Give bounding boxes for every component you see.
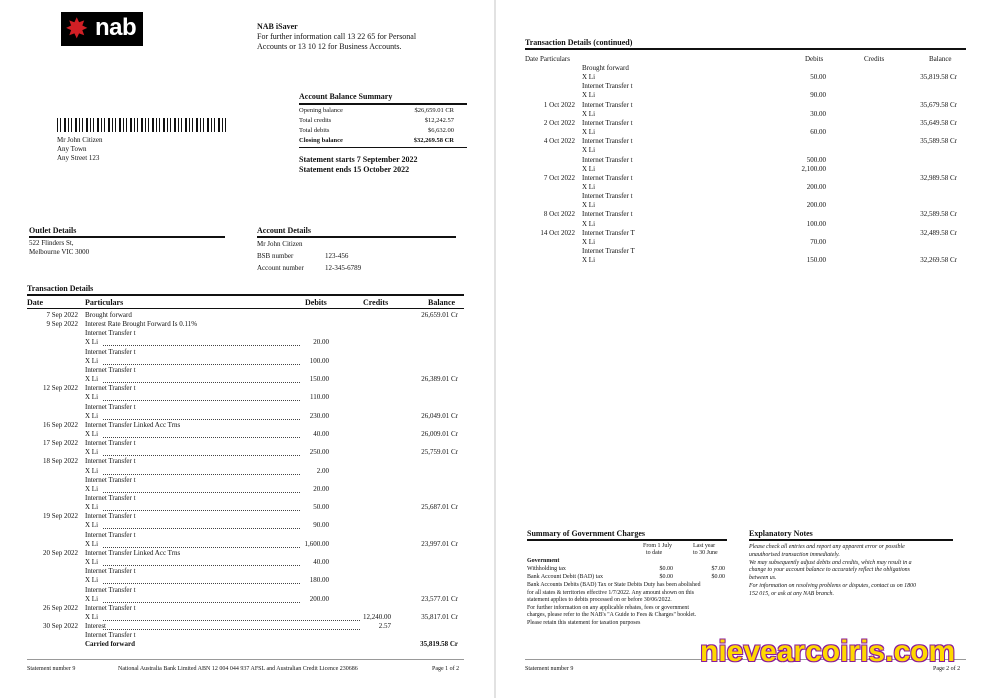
transaction-debit: 90.00 <box>313 521 329 530</box>
transaction-row <box>497 64 991 73</box>
transaction-particulars: X Li <box>582 201 596 210</box>
transaction-particulars: Internet Transfer t <box>85 494 136 502</box>
footer-statement-number: Statement number 9 <box>27 666 76 672</box>
gov-col1b: to date <box>646 550 663 556</box>
col-credits: Credits <box>363 298 389 307</box>
transaction-balance: 26,389.01 Cr <box>421 375 458 384</box>
col-particulars: Particulars <box>85 298 124 307</box>
transaction-row <box>497 229 991 238</box>
transaction-date: 16 Sep 2022 <box>43 420 78 429</box>
transaction-particulars: Internet Transfer t <box>85 402 136 411</box>
transaction-particulars: Internet Transfer t <box>85 567 136 576</box>
gov-note-line: Bank Accounts Debits (BAD) Tax or State Debits Duty has been abolished <box>527 582 701 588</box>
transaction-particulars: X Li <box>85 612 99 621</box>
transaction-row <box>0 430 493 439</box>
transaction-row <box>497 137 991 146</box>
col-particulars-2: Particulars <box>540 55 570 63</box>
transactions-continued-title: Transaction Details (continued) <box>525 38 633 47</box>
transaction-particulars: X Li <box>85 429 99 438</box>
transaction-debit: 2.00 <box>316 466 329 475</box>
transaction-particulars: X Li <box>85 539 99 548</box>
transaction-row <box>0 558 493 567</box>
transaction-balance: 35,679.58 Cr <box>920 100 957 109</box>
transaction-date: 18 Sep 2022 <box>43 457 78 466</box>
transaction-particulars: X Li <box>582 91 596 100</box>
transaction-row <box>0 366 493 375</box>
transaction-particulars: Internet Transfer t <box>85 512 136 521</box>
transaction-particulars: Internet Transfer t <box>85 603 136 612</box>
summary-value: $32,269.58 CR <box>413 137 454 144</box>
transaction-particulars: Internet Transfer t <box>85 439 136 448</box>
transaction-particulars: Internet Transfer t <box>582 155 633 164</box>
summary-label: Total credits <box>299 117 332 124</box>
gov-col2b: to 30 June <box>693 550 718 556</box>
transaction-row <box>497 82 991 91</box>
transaction-debit: 30.00 <box>810 109 826 118</box>
transaction-date: 4 Oct 2022 <box>543 137 575 146</box>
transaction-row <box>497 91 991 100</box>
transaction-debit: 40.00 <box>313 429 329 438</box>
footer-statement-number-2: Statement number 9 <box>525 666 574 672</box>
transaction-debit: 200.00 <box>806 201 826 210</box>
col-date-2: Date <box>525 55 539 63</box>
col-credits-2: Credits <box>864 55 885 63</box>
transaction-row <box>0 613 493 622</box>
transaction-particulars: X Li <box>85 558 99 567</box>
transaction-row <box>497 220 991 229</box>
transaction-particulars: Internet Transfer t <box>582 173 633 182</box>
transaction-particulars: X Li <box>582 109 596 118</box>
transaction-debit: 250.00 <box>309 448 329 457</box>
transaction-particulars: Internet Transfer t <box>85 384 136 393</box>
transaction-balance: 25,759.01 Cr <box>421 448 458 457</box>
transaction-date: 30 Sep 2022 <box>43 622 78 631</box>
bsb-label: BSB number <box>257 252 294 260</box>
transaction-debit: 40.00 <box>313 558 329 567</box>
transaction-particulars: X Li <box>582 256 596 265</box>
transaction-row <box>0 375 493 384</box>
outlet-line-2: Melbourne VIC 3000 <box>29 248 90 256</box>
gov-row-value-1: $0.00 <box>659 574 673 580</box>
transaction-balance: 35,589.58 Cr <box>920 137 957 146</box>
col-balance: Balance <box>428 298 456 307</box>
transaction-debit: 2,100.00 <box>801 164 826 173</box>
footer-legal: National Australia Bank Limited ABN 12 004 044 937 AFSL and Australian Credit Licence 230686 <box>118 666 358 672</box>
transaction-debit: 150.00 <box>806 256 826 265</box>
transaction-debit: 50.00 <box>810 73 826 82</box>
gov-note-line: statement applies to debits processed on or before 30/06/2022. <box>527 597 672 604</box>
transaction-row <box>0 631 493 640</box>
transaction-particulars: X Li <box>85 411 99 420</box>
transaction-row <box>0 595 493 604</box>
transaction-date: 8 Oct 2022 <box>543 210 575 219</box>
transaction-debit: 20.00 <box>313 484 329 493</box>
summary-value: $26,659.01 CR <box>414 107 454 114</box>
transaction-row <box>0 604 493 613</box>
transaction-row <box>0 439 493 448</box>
transaction-debit: 1,600.00 <box>304 539 329 548</box>
transaction-particulars: Interest <box>85 622 106 631</box>
bsb-value: 123-456 <box>325 252 349 260</box>
col-balance-2: Balance <box>929 55 952 63</box>
statement-start: Statement starts 7 September 2022 <box>299 155 418 164</box>
transaction-row <box>0 311 493 320</box>
transaction-row <box>497 146 991 155</box>
explanatory-notes-title: Explanatory Notes <box>749 529 813 538</box>
transaction-particulars: X Li <box>582 219 596 228</box>
transaction-date: 9 Sep 2022 <box>46 320 78 329</box>
transaction-row <box>0 421 493 430</box>
transaction-particulars: Brought forward <box>85 311 132 319</box>
transaction-particulars: Internet Transfer T <box>582 228 635 237</box>
transaction-date: 7 Oct 2022 <box>543 173 575 182</box>
explanatory-note-line: between us. <box>749 575 777 582</box>
statement-end: Statement ends 15 October 2022 <box>299 165 410 174</box>
explanatory-note-line: change to your account balance to accurately reflect the obligations <box>749 567 910 574</box>
transaction-debit: 50.00 <box>313 503 329 512</box>
transaction-particulars: X Li <box>85 448 99 457</box>
transaction-debit: 70.00 <box>810 237 826 246</box>
account-title: Account Details <box>257 226 311 235</box>
transaction-particulars: X Li <box>85 338 99 347</box>
transaction-particulars: X Li <box>85 594 99 603</box>
transaction-row <box>497 156 991 165</box>
transaction-row <box>497 192 991 201</box>
transaction-particulars: X Li <box>85 393 99 402</box>
gov-note-line: for all states & territories effective 1/7/2022. Any amount shown on this <box>527 589 695 596</box>
outlet-title: Outlet Details <box>29 226 77 235</box>
transaction-debit: 100.00 <box>806 219 826 228</box>
transaction-row <box>0 357 493 366</box>
gov-col2: Last year <box>693 543 716 549</box>
transaction-balance: 35,819.58 Cr <box>920 73 957 82</box>
leader-dots <box>103 620 360 621</box>
transaction-row <box>497 110 991 119</box>
summary-label: Total debits <box>299 127 330 134</box>
transaction-row <box>497 247 991 256</box>
transaction-debit: 90.00 <box>810 91 826 100</box>
transaction-particulars: Internet Transfer t <box>85 347 136 356</box>
transaction-balance: 32,489.58 Cr <box>920 228 957 237</box>
transaction-particulars: Internet Transfer t <box>85 530 136 539</box>
transaction-balance: 32,989.58 Cr <box>920 173 957 182</box>
gov-section: Government <box>527 558 560 564</box>
transaction-row <box>497 165 991 174</box>
transaction-row <box>0 384 493 393</box>
transaction-particulars: X Li <box>582 73 596 82</box>
transaction-debit: 180.00 <box>309 576 329 585</box>
explanatory-note-line: 152 015, or ask at any NAB branch. <box>749 590 834 597</box>
account-number-value: 12-345-6789 <box>325 264 362 272</box>
statement-page-2 <box>497 0 991 698</box>
transaction-balance: 35,819.58 Cr <box>420 640 458 649</box>
transaction-particulars: Internet Transfer t <box>582 210 633 219</box>
address-town: Any Town <box>57 145 87 153</box>
transactions-title: Transaction Details <box>27 284 94 293</box>
transaction-particulars: X Li <box>85 521 99 530</box>
transaction-row <box>0 549 493 558</box>
transaction-particulars: Interest Rate Brought Forward Is 0.11% <box>85 320 198 329</box>
transaction-date: 12 Sep 2022 <box>43 384 78 393</box>
transaction-date: 19 Sep 2022 <box>43 512 78 521</box>
transaction-debit: 150.00 <box>309 375 329 384</box>
transaction-particulars: Brought forward <box>582 64 629 72</box>
transaction-date: 14 Oct 2022 <box>540 228 575 237</box>
transaction-credit: 12,240.00 <box>363 612 391 621</box>
transaction-debit: 110.00 <box>310 393 329 402</box>
transaction-row <box>497 201 991 210</box>
transaction-row <box>0 586 493 595</box>
transaction-particulars: Internet Transfer t <box>582 100 633 109</box>
gov-note-line: Please retain this statement for taxation purposes <box>527 620 641 626</box>
transaction-particulars: Carried forward <box>85 640 135 649</box>
transaction-particulars: X Li <box>582 146 596 155</box>
transaction-particulars: X Li <box>582 164 596 173</box>
transaction-debit: 230.00 <box>309 411 329 420</box>
transaction-balance: 32,269.58 Cr <box>920 256 957 265</box>
product-name: NAB iSaver <box>257 22 298 31</box>
nab-logo: ✸ nab <box>61 12 143 46</box>
explanatory-note-line: Please check all entries and report any apparent error or possible <box>749 544 905 550</box>
col-debits-2: Debits <box>805 55 824 63</box>
explanatory-note-line: We may subsequently adjust debits and credits, which may result in a <box>749 559 912 566</box>
transaction-row <box>0 457 493 466</box>
transaction-particulars: X Li <box>85 375 99 384</box>
col-date: Date <box>27 298 43 307</box>
postal-barcode <box>57 118 229 132</box>
transaction-row <box>0 503 493 512</box>
transaction-balance: 26,659.01 Cr <box>421 311 458 319</box>
transaction-particulars: X Li <box>582 237 596 246</box>
transaction-row <box>0 531 493 540</box>
transaction-balance: 35,817.01 Cr <box>421 612 458 621</box>
transaction-row <box>0 521 493 530</box>
explanatory-note-line: unauthorised transaction immediately. <box>749 551 840 558</box>
transaction-debit: 20.00 <box>313 338 329 347</box>
gov-note-line: For further information on any applicable rebates, fees or government <box>527 604 689 611</box>
account-number-label: Account number <box>257 264 304 272</box>
address-name: Mr John Citizen <box>57 136 103 144</box>
transaction-particulars: X Li <box>582 182 596 191</box>
transaction-particulars: X Li <box>85 484 99 493</box>
transaction-particulars: Internet Transfer t <box>582 82 633 91</box>
footer-page-number: Page 1 of 2 <box>432 666 460 672</box>
transaction-particulars: Internet Transfer t <box>85 585 136 594</box>
summary-label: Closing balance <box>299 137 343 144</box>
transaction-debit: 60.00 <box>810 128 826 137</box>
transaction-row <box>497 183 991 192</box>
transaction-row <box>497 210 991 219</box>
gov-row-value-1: $0.00 <box>659 566 673 572</box>
transaction-debit: 500.00 <box>806 155 826 164</box>
transaction-row <box>497 73 991 82</box>
transaction-debit: 200.00 <box>806 182 826 191</box>
transaction-row <box>0 485 493 494</box>
gov-row-value-2: $7.00 <box>711 566 725 572</box>
transaction-row <box>0 540 493 549</box>
summary-value: $6,632.00 <box>428 127 454 134</box>
summary-title: Account Balance Summary <box>299 92 393 101</box>
transaction-particulars: X Li <box>582 128 596 137</box>
transaction-row <box>0 640 493 649</box>
star-icon: ✸ <box>65 12 89 45</box>
transaction-credit: 2.57 <box>378 622 391 631</box>
gov-col1: From 1 July <box>643 543 673 549</box>
transaction-row <box>0 348 493 357</box>
transaction-particulars: X Li <box>85 576 99 585</box>
info-line-2: Accounts or 13 10 12 for Business Accounts. <box>257 42 402 51</box>
transaction-balance: 25,687.01 Cr <box>421 503 458 512</box>
leader-dots <box>103 629 360 630</box>
explanatory-note-line: For information on resolving problems or disputes, contact us on 1800 <box>749 583 916 589</box>
transaction-particulars: X Li <box>85 356 99 365</box>
transaction-row <box>497 101 991 110</box>
transaction-row <box>497 238 991 247</box>
transaction-date: 2 Oct 2022 <box>543 118 575 127</box>
transaction-row <box>0 329 493 338</box>
transaction-row <box>0 467 493 476</box>
transaction-row <box>0 622 493 631</box>
transaction-particulars: Internet Transfer t <box>582 192 633 201</box>
transaction-particulars: Internet Transfer T <box>582 247 635 255</box>
transaction-particulars: Internet Transfer t <box>85 475 136 484</box>
transaction-row <box>0 494 493 503</box>
transaction-row <box>497 174 991 183</box>
gov-note-line: charges, please refer to the NAB's "A Guide to Fees & Charges" booklet. <box>527 612 697 619</box>
transaction-balance: 23,997.01 Cr <box>421 539 458 548</box>
transaction-debit: 100.00 <box>309 356 329 365</box>
gov-row-value-2: $0.00 <box>711 574 725 580</box>
transaction-row <box>0 448 493 457</box>
transaction-particulars: Internet Transfer t <box>582 137 633 146</box>
footer-page-number-2: Page 2 of 2 <box>933 666 961 672</box>
transaction-balance: 32,589.58 Cr <box>920 210 957 219</box>
statement-page-1 <box>0 0 493 698</box>
transaction-row <box>0 393 493 402</box>
transaction-debit: 200.00 <box>309 594 329 603</box>
transaction-particulars: Internet Transfer t <box>582 118 633 127</box>
address-street: Any Street 123 <box>57 154 100 162</box>
transaction-row <box>0 338 493 347</box>
transaction-row <box>497 119 991 128</box>
account-name: Mr John Citizen <box>257 240 303 248</box>
col-debits: Debits <box>305 298 327 307</box>
transaction-balance: 26,009.01 Cr <box>421 429 458 438</box>
gov-charges-title: Summary of Government Charges <box>527 529 645 538</box>
transaction-row <box>0 476 493 485</box>
transaction-row <box>0 576 493 585</box>
info-line-1: For further information call 13 22 65 for Personal <box>257 32 417 41</box>
transaction-particulars: Internet Transfer Linked Acc Trns <box>85 548 181 557</box>
transaction-particulars: X Li <box>85 503 99 512</box>
transaction-date: 17 Sep 2022 <box>43 439 78 448</box>
transaction-particulars: Internet Transfer t <box>85 457 136 466</box>
transaction-particulars: X Li <box>85 466 99 475</box>
transaction-row <box>0 412 493 421</box>
summary-label: Opening balance <box>299 107 343 114</box>
transaction-row <box>497 256 991 265</box>
transaction-row <box>0 403 493 412</box>
transaction-balance: 35,649.58 Cr <box>920 118 957 127</box>
transaction-row <box>497 128 991 137</box>
gov-row-label: Bank Account Debit (BAD) tax <box>527 574 603 580</box>
transaction-balance: 23,577.01 Cr <box>421 594 458 603</box>
transaction-row <box>0 512 493 521</box>
transaction-date: 7 Sep 2022 <box>46 311 78 319</box>
gov-row-label: Withholding tax <box>527 566 566 572</box>
transaction-row <box>0 320 493 329</box>
transaction-particulars: Internet Transfer t <box>85 329 136 338</box>
transaction-date: 1 Oct 2022 <box>543 100 575 109</box>
summary-value: $12,242.57 <box>424 117 454 124</box>
transaction-particulars: Internet Transfer t <box>85 365 136 374</box>
transaction-particulars: Internet Transfer Linked Acc Trns <box>85 420 181 429</box>
transaction-date: 20 Sep 2022 <box>43 548 78 557</box>
outlet-line-1: 522 Flinders St, <box>29 239 74 247</box>
transaction-balance: 26,049.01 Cr <box>421 411 458 420</box>
transaction-particulars: Internet Transfer t <box>85 631 136 640</box>
transaction-row <box>0 567 493 576</box>
watermark: nievearcoiris.com <box>700 635 956 668</box>
transaction-date: 26 Sep 2022 <box>43 603 78 612</box>
